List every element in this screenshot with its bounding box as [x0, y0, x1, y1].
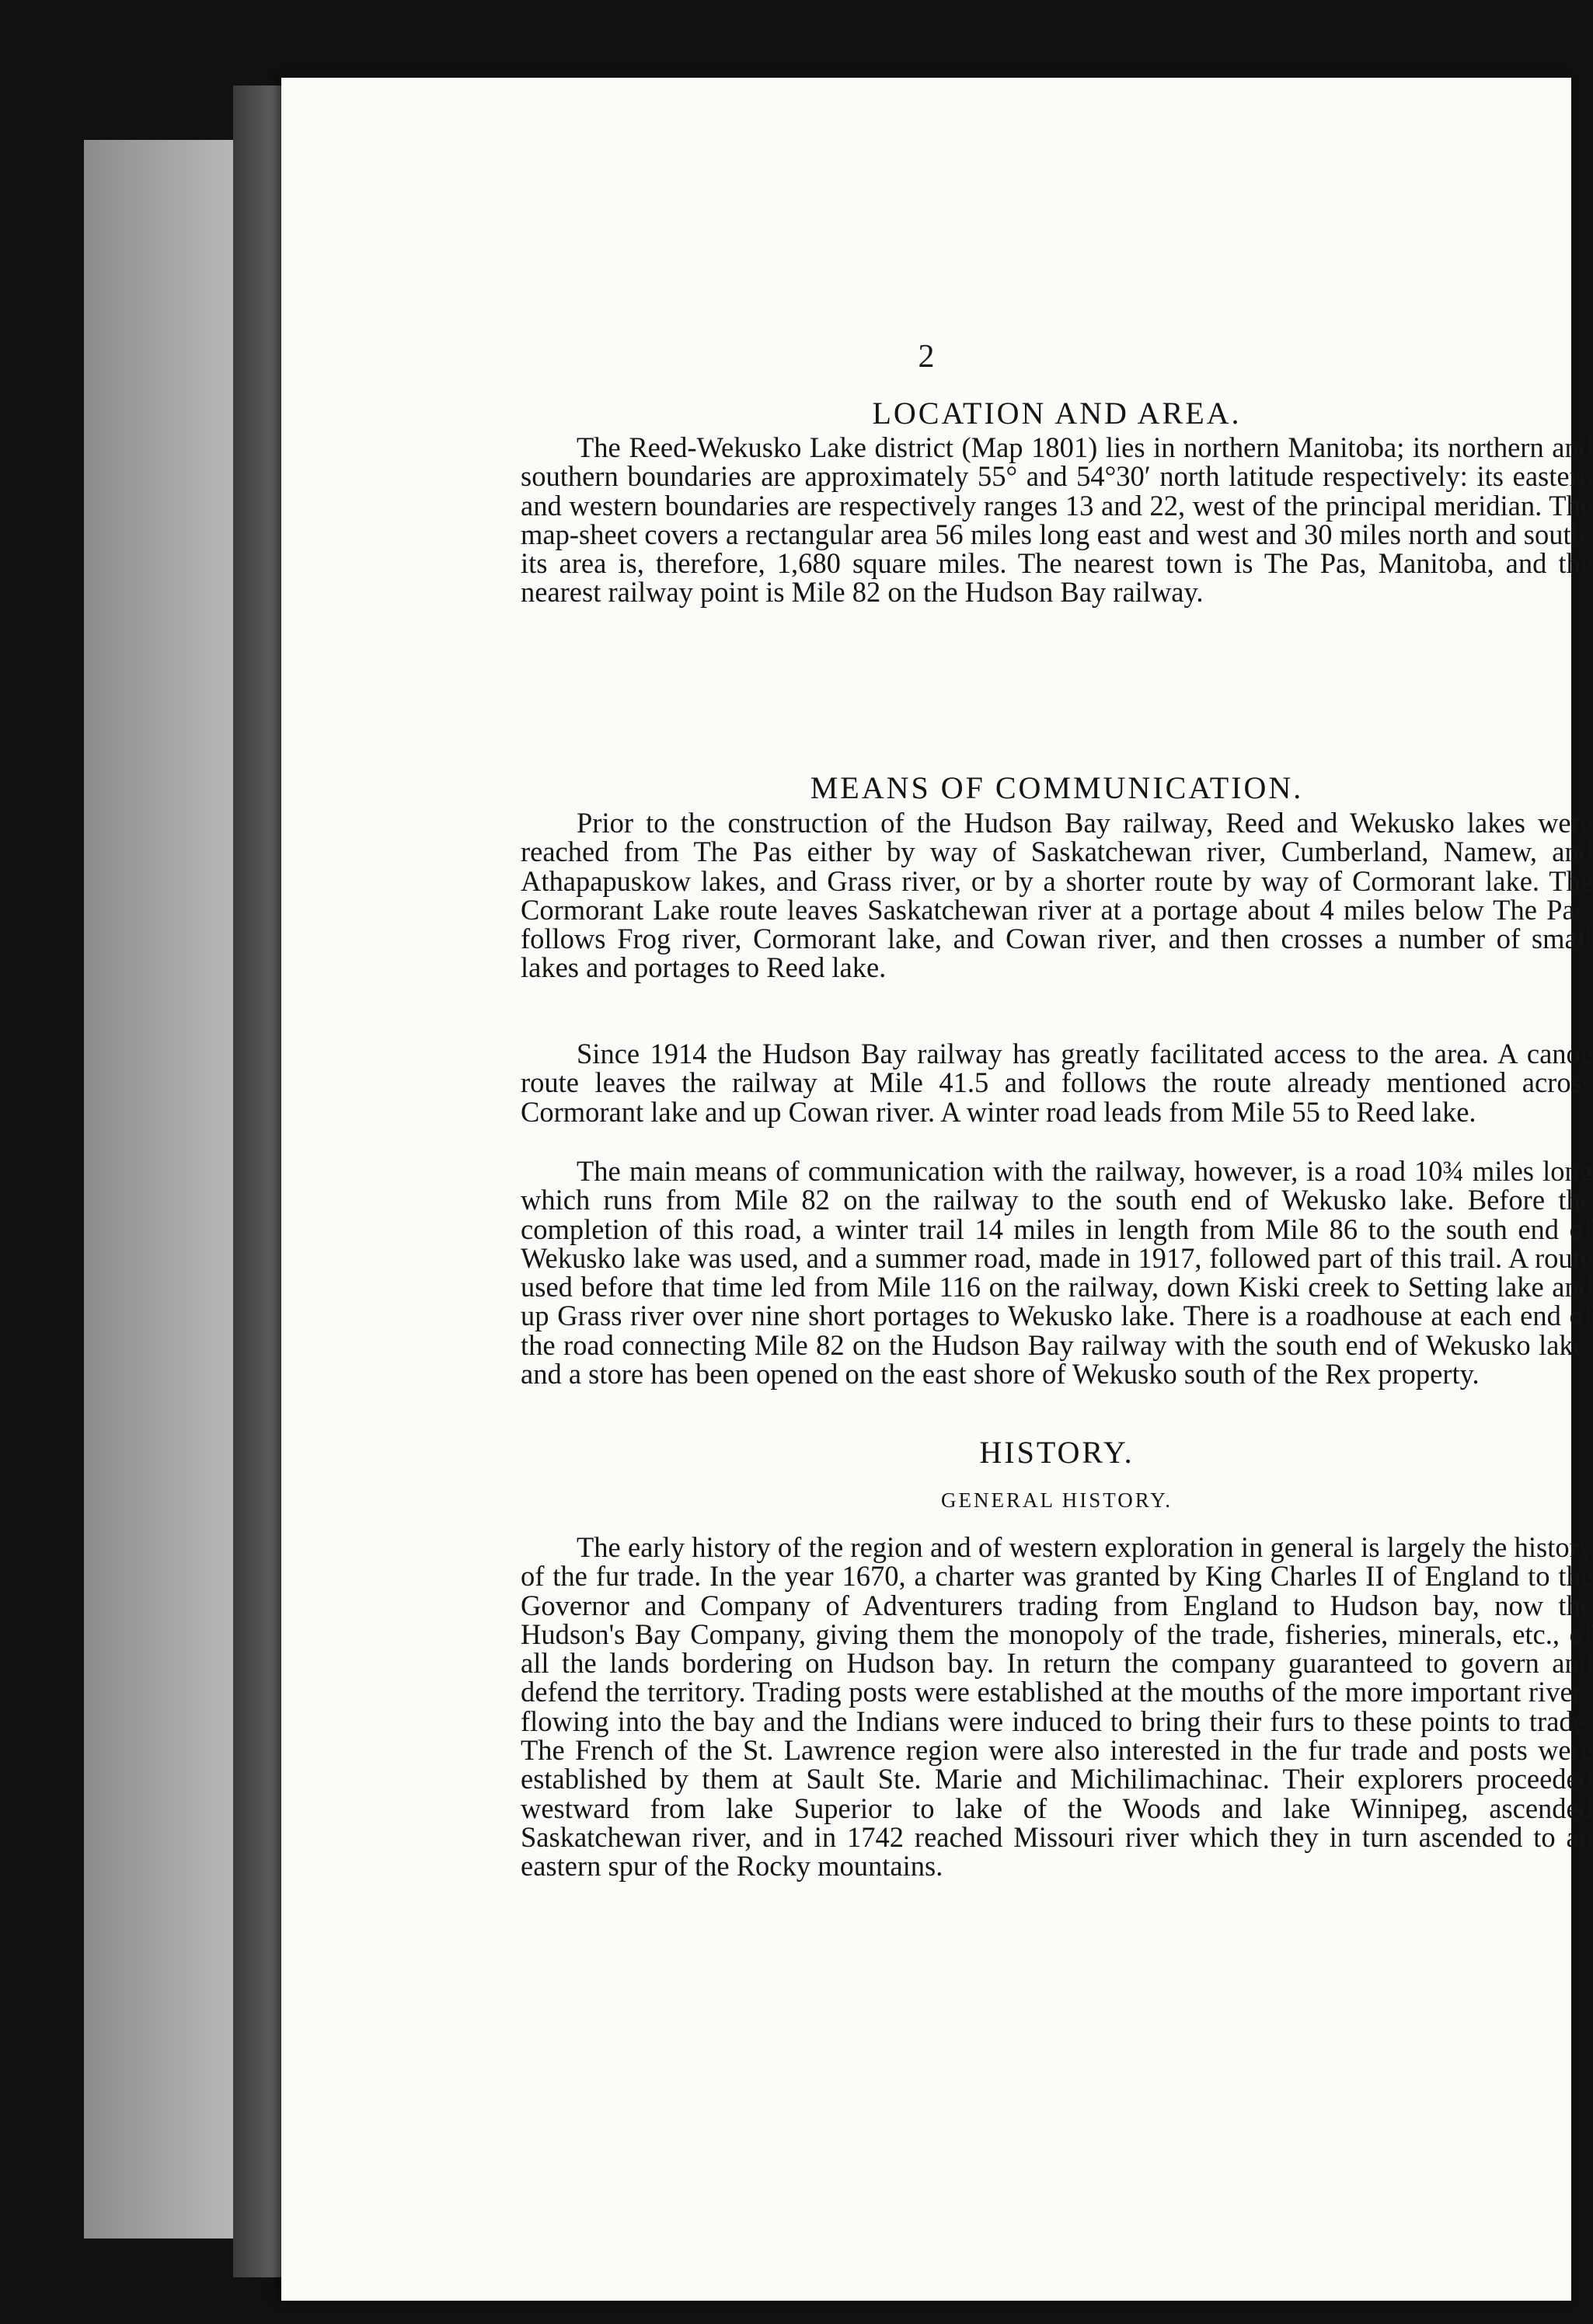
heading-history: HISTORY.	[979, 1435, 1135, 1470]
location-paragraph: The Reed-Wekusko Lake district (Map 1801) lies in northern Manitoba; its northern and southern boundaries are approximately 55° and 54°30′ north latitude respectively: its eastern and western boundaries are respectively ranges 13 and 22, west of the principal meridian. The map-sheet covers a rectangular area 56 miles long east and west and 30 miles north and south: its area is, therefore, 1,680 square miles. The nearest town is The Pas, Manitoba, and the nearest railway point is Mile 82 on the Hudson Bay railway.	[521, 431, 1593, 609]
page-number: 2	[918, 339, 935, 375]
heading-general-history: GENERAL HISTORY.	[940, 1488, 1173, 1512]
heading-location: LOCATION AND AREA.	[872, 396, 1242, 431]
communication-body-3	[521, 1155, 1593, 1391]
location-body	[521, 433, 1593, 607]
communication-body-2	[521, 1039, 1593, 1126]
history-paragraph: The early history of the region and of western exploration in general is largely the history of the fur trade. In the year 1670, a charter was granted by King Charles II of England to the Governor and Company of Adventurers trading from England to Hudson bay, now the Hudson's Bay Company, giving them the monopoly of the trade, fisheries, minerals, etc., of all the lands bordering on Hudson bay. In return the company guaranteed to govern and defend the territory. Trading posts were established at the mouths of the more important rivers flowing into the bay and the Indians were induced to bring their furs to these points to trade. The French of the St. Lawrence region were also interested in the fur trade and posts were established by them at Sault Ste. Marie and Michilimachinac. Their explorers proceeded westward from lake Superior to lake of the Woods and lake Winnipeg, ascended Saskatchewan river, and in 1742 reached Missouri river which they in turn ascended to an eastern spur of the Rocky mountains.	[521, 1531, 1593, 1883]
heading-communication: MEANS OF COMMUNICATION.	[810, 770, 1304, 805]
section-history	[521, 1434, 1593, 1471]
section-location	[521, 395, 1593, 431]
communication-paragraph-1: Prior to the construction of the Hudson Bay railway, Reed and Wekusko lakes were reached from The Pas either by way of Saskatchewan river, Cumberland, Namew, and Athapapuskow lakes, and Grass river, or by a shorter route by way of Cormorant lake. The Cormorant Lake route leaves Saskatchewan river at a portage about 4 miles below The Pas, follows Frog river, Cormorant lake, and Cowan river, and then crosses a number of small lakes and portages to Reed lake.	[521, 807, 1593, 984]
communication-body-1	[521, 808, 1593, 982]
communication-paragraph-3: The main means of communication with the railway, however, is a road 10¾ miles long which runs from Mile 82 on the railway to the south end of Wekusko lake. Before the completion of this road, a winter trail 14 miles in length from Mile 86 to the south end of Wekusko lake was used, and a summer road, made in 1917, followed part of this trail. A route used before that time led from Mile 116 on the railway, down Kiski creek to Setting lake and up Grass river over nine short portages to Wekusko lake. There is a roadhouse at each end of the road connecting Mile 82 on the Hudson Bay railway with the south end of Wekusko lake, and a store has been opened on the east shore of Wekusko south of the Rex property.	[521, 1155, 1593, 1391]
history-subsection	[521, 1488, 1593, 1513]
document-page	[281, 78, 1593, 2301]
section-communication	[521, 769, 1593, 806]
communication-paragraph-2: Since 1914 the Hudson Bay railway has greatly facilitated access to the area. A canoe route leaves the railway at Mile 41.5 and follows the route already mentioned across Cormorant lake and up Cowan river. A winter road leads from Mile 55 to Reed lake.	[521, 1038, 1593, 1128]
page-edge-shadow	[233, 85, 288, 2277]
history-body	[521, 1533, 1593, 1881]
